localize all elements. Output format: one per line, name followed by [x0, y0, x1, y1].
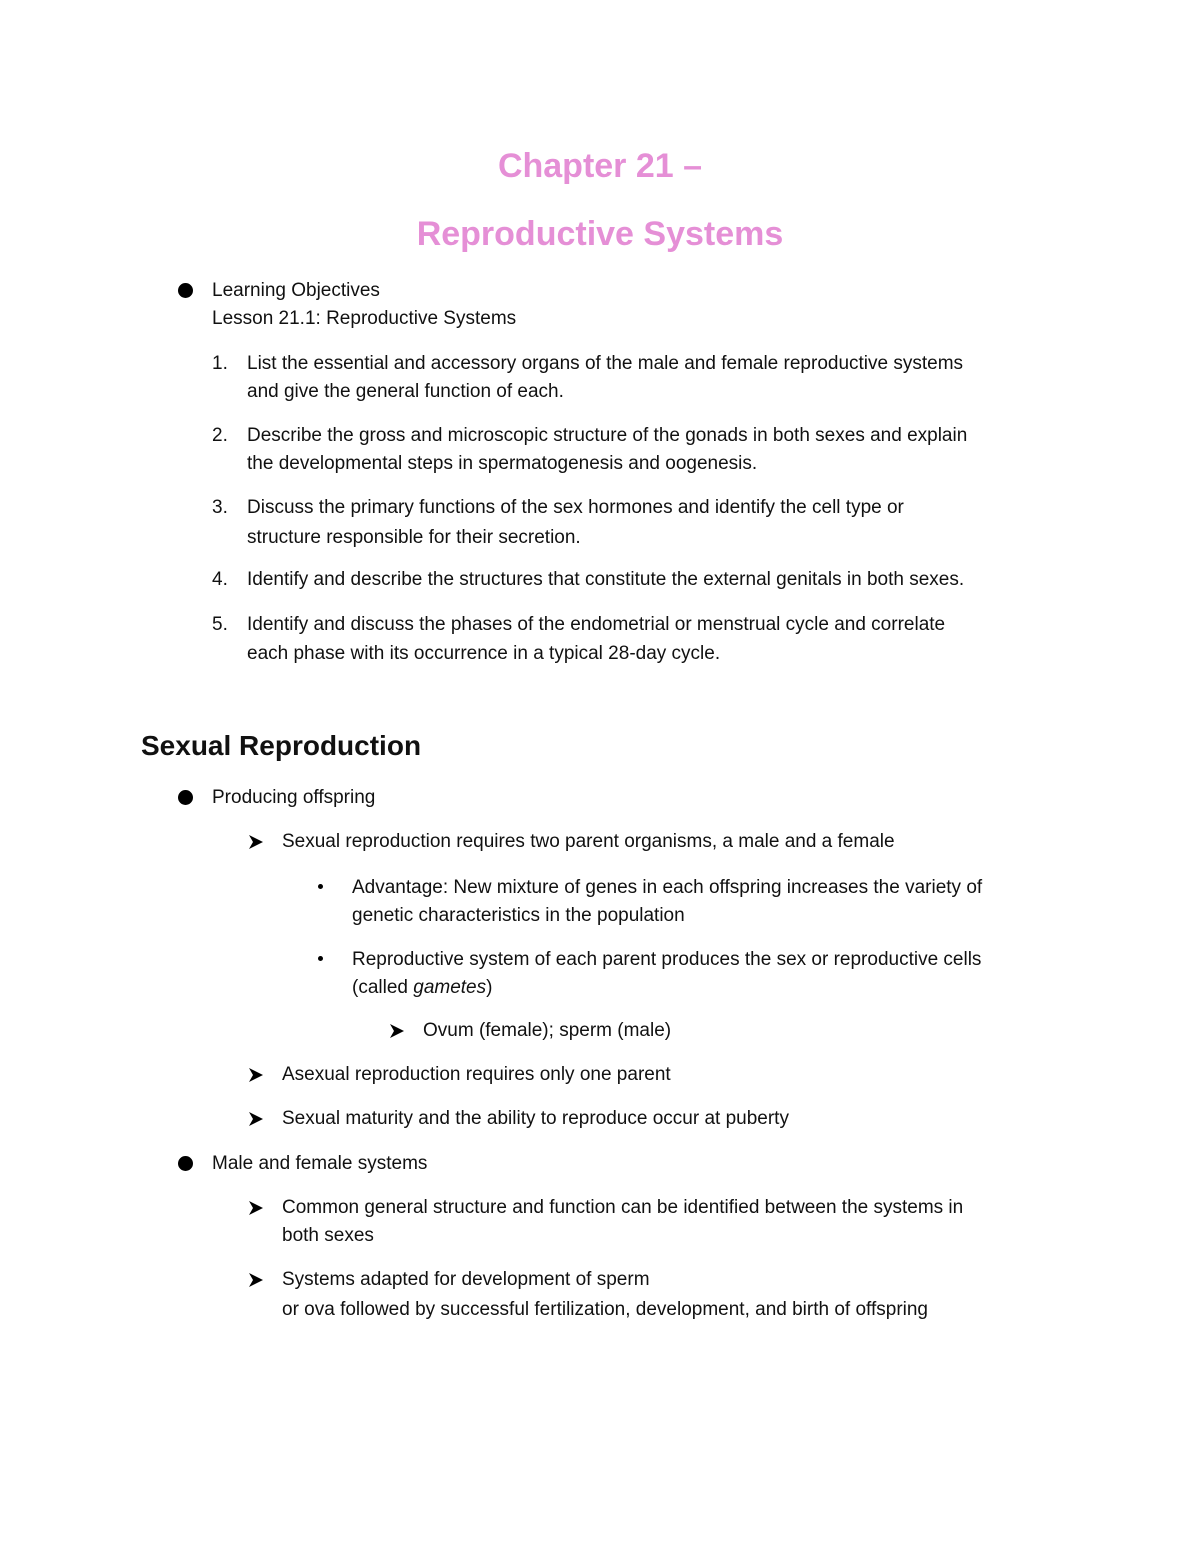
bullet-text: Sexual reproduction requires two parent organisms, a male and a female	[282, 831, 895, 852]
objective-text: List the essential and accessory organs of the male and female reproductive systems	[247, 353, 964, 374]
systems-label: Male and female systems	[212, 1153, 428, 1174]
section-heading: Sexual Reproduction	[141, 730, 422, 761]
objective-number: 1.	[212, 353, 228, 374]
objective-text: the developmental steps in spermatogenesis and oogenesis.	[247, 453, 758, 474]
objective-text: Describe the gross and microscopic structure of the gonads in both sexes and explain	[247, 425, 968, 446]
small-bullet-icon	[318, 956, 323, 961]
objectives-label: Learning Objectives	[212, 280, 380, 301]
arrow-bullet-icon	[248, 1272, 264, 1288]
bullet-text: Sexual maturity and the ability to reproduce occur at puberty	[282, 1108, 789, 1129]
arrow-bullet-icon	[248, 834, 264, 850]
bullet-text: Ovum (female); sperm (male)	[423, 1020, 672, 1041]
bullet-text: genetic characteristics in the population	[352, 905, 685, 926]
bullet-dot-icon	[178, 283, 193, 298]
producing-label: Producing offspring	[212, 787, 376, 808]
bullet-dot-icon	[178, 790, 193, 805]
arrow-bullet-icon	[248, 1200, 264, 1216]
bullet-text: Asexual reproduction requires only one parent	[282, 1064, 671, 1085]
arrow-bullet-icon	[389, 1023, 405, 1039]
bullet-text-called-gametes: (called gametes)	[352, 977, 493, 998]
bullet-text: Common general structure and function can be identified between the systems in	[282, 1197, 964, 1218]
bullet-text: Systems adapted for development of sperm	[282, 1269, 650, 1290]
objective-text: and give the general function of each.	[247, 381, 564, 402]
objective-number: 2.	[212, 425, 228, 446]
objective-number: 5.	[212, 614, 228, 635]
bullet-text: or ova followed by successful fertilization, development, and birth of offspring	[282, 1299, 928, 1320]
small-bullet-icon	[318, 884, 323, 889]
objective-text: Discuss the primary functions of the sex hormones and identify the cell type or	[247, 497, 904, 518]
chapter-title-line2: Reproductive Systems	[416, 215, 784, 253]
chapter-title-line1: Chapter 21 –	[497, 147, 703, 185]
bullet-dot-icon	[178, 1156, 193, 1171]
arrow-bullet-icon	[248, 1067, 264, 1083]
objective-text: Identify and describe the structures that constitute the external genitals in both sexes.	[247, 569, 965, 590]
arrow-bullet-icon	[248, 1111, 264, 1127]
objective-text: Identify and discuss the phases of the endometrial or menstrual cycle and correlate	[247, 614, 946, 635]
lesson-label: Lesson 21.1: Reproductive Systems	[212, 308, 517, 329]
objective-text: structure responsible for their secretion.	[247, 527, 581, 548]
objective-number: 4.	[212, 569, 228, 590]
bullet-text: Reproductive system of each parent produces the sex or reproductive cells	[352, 949, 982, 970]
bullet-text: Advantage: New mixture of genes in each offspring increases the variety of	[352, 877, 983, 898]
objective-text: each phase with its occurrence in a typical 28-day cycle.	[247, 643, 721, 664]
objective-number: 3.	[212, 497, 228, 518]
bullet-text: both sexes	[282, 1225, 374, 1246]
